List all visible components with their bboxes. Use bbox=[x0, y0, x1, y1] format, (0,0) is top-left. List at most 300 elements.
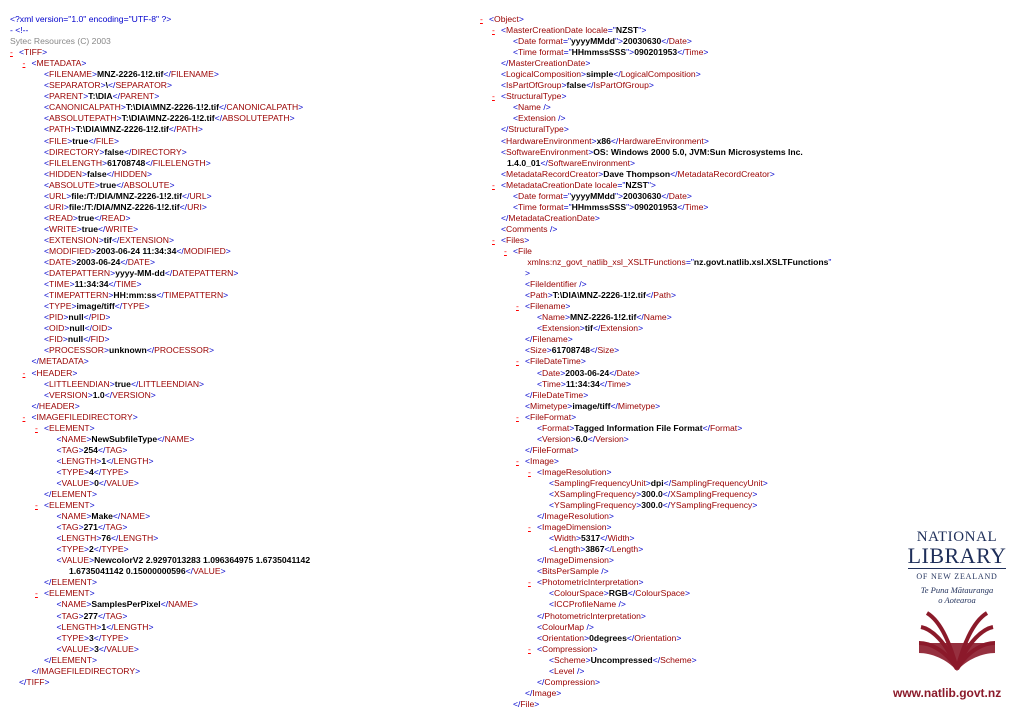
xml-line bbox=[480, 301, 890, 312]
bracket: > bbox=[87, 389, 93, 400]
bracket: > bbox=[91, 245, 97, 256]
element-value: true bbox=[77, 212, 95, 223]
bracket: > bbox=[83, 466, 90, 477]
bracket: > bbox=[209, 345, 215, 356]
tag-name: METADATA bbox=[36, 58, 82, 69]
tag-name: NAME bbox=[61, 599, 87, 610]
bracket: > bbox=[666, 312, 672, 323]
collapse-toggle[interactable]: - bbox=[516, 301, 519, 312]
bracket: > bbox=[86, 433, 92, 444]
bracket: > bbox=[201, 201, 207, 212]
xml-line bbox=[480, 36, 890, 47]
bracket: < bbox=[549, 500, 555, 511]
tag-name: Mimetype bbox=[530, 400, 568, 411]
bracket: > bbox=[69, 279, 75, 290]
bracket: < bbox=[56, 433, 62, 444]
bracket: </ bbox=[112, 91, 121, 102]
tag-name: ABSOLUTE bbox=[49, 179, 95, 190]
collapse-toggle[interactable]: - bbox=[528, 466, 531, 477]
xml-line bbox=[480, 323, 890, 334]
xml-line bbox=[10, 257, 480, 268]
xml-line bbox=[480, 180, 890, 191]
tag-name: DATE bbox=[49, 257, 72, 268]
bracket: < bbox=[56, 533, 62, 544]
bracket: > bbox=[92, 489, 98, 500]
collapse-toggle[interactable]: - bbox=[528, 522, 531, 533]
tag-name: TIFF bbox=[24, 47, 43, 58]
bracket: < bbox=[44, 268, 50, 279]
element-value: tif bbox=[584, 323, 593, 334]
collapse-toggle[interactable]: - bbox=[22, 58, 26, 69]
bracket: </ bbox=[662, 489, 671, 500]
xml-line bbox=[10, 147, 480, 158]
tag-name: CANONICALPATH bbox=[226, 102, 299, 113]
element-value: true bbox=[72, 135, 89, 146]
element-value: file:/T:/DIA/MNZ-2226-1!2.tif bbox=[71, 190, 183, 201]
bracket: </ bbox=[44, 489, 52, 500]
collapse-toggle[interactable]: - bbox=[22, 411, 26, 422]
xml-line bbox=[480, 522, 890, 533]
bracket: < bbox=[513, 245, 519, 256]
bracket: </ bbox=[120, 257, 128, 268]
bracket: > bbox=[598, 168, 604, 179]
tag-name: File bbox=[520, 698, 535, 709]
xml-line bbox=[480, 500, 890, 511]
collapse-toggle[interactable]: - bbox=[516, 411, 519, 422]
collapse-toggle[interactable]: - bbox=[22, 367, 26, 378]
bracket: </ bbox=[168, 124, 177, 135]
bracket: </ bbox=[525, 687, 533, 698]
bracket: > bbox=[78, 444, 84, 455]
xml-line bbox=[10, 544, 480, 555]
bracket: > bbox=[110, 268, 116, 279]
bracket: < bbox=[501, 91, 507, 102]
natlib-url[interactable]: www.natlib.govt.nz bbox=[893, 686, 1002, 700]
bracket: </ bbox=[661, 190, 669, 201]
bracket: > bbox=[89, 500, 95, 511]
tag-name: Orientation bbox=[634, 632, 677, 643]
xml-tree-left bbox=[10, 14, 480, 688]
xml-line bbox=[10, 401, 480, 412]
collapse-toggle[interactable]: - bbox=[492, 179, 495, 190]
bracket: </ bbox=[677, 47, 685, 58]
bracket: < bbox=[513, 190, 519, 201]
bracket: /> bbox=[584, 621, 594, 632]
xml-line bbox=[10, 91, 480, 102]
bracket: </ bbox=[609, 367, 617, 378]
collapse-toggle[interactable]: - bbox=[504, 245, 507, 256]
tag-name: LENGTH bbox=[61, 621, 97, 632]
attr-quote: =" bbox=[563, 47, 572, 58]
collapse-toggle[interactable]: - bbox=[35, 422, 38, 433]
bracket: > bbox=[623, 433, 629, 444]
collapse-toggle[interactable]: - bbox=[10, 47, 13, 58]
bracket: > bbox=[546, 345, 552, 356]
bracket: </ bbox=[164, 268, 173, 279]
bracket: > bbox=[608, 511, 614, 522]
bracket: < bbox=[501, 146, 507, 157]
tag-name: MasterCreationDate bbox=[508, 58, 586, 69]
bracket: < bbox=[525, 290, 531, 301]
tag-name: METADATA bbox=[38, 356, 84, 367]
bracket: < bbox=[44, 422, 50, 433]
xml-line bbox=[480, 345, 890, 356]
bracket: > bbox=[168, 234, 174, 245]
tag-name: Level bbox=[554, 665, 575, 676]
element-value: 2003-06-24 11:34:34 bbox=[96, 245, 177, 256]
tag-name: Size bbox=[530, 345, 547, 356]
tag-name: FILE bbox=[49, 135, 68, 146]
xml-line bbox=[480, 489, 890, 500]
xml-line bbox=[480, 566, 890, 577]
bracket: < bbox=[501, 223, 507, 234]
tag-name: VALUE bbox=[61, 643, 90, 654]
tag-name: Compression bbox=[542, 643, 593, 654]
collapse-toggle[interactable]: - bbox=[516, 455, 519, 466]
bracket: > bbox=[603, 588, 609, 599]
bracket: </ bbox=[84, 323, 93, 334]
bracket: > bbox=[153, 533, 159, 544]
bracket: > bbox=[63, 201, 69, 212]
xml-line bbox=[10, 390, 480, 401]
logo-maori-line2: o Aotearoa bbox=[938, 595, 976, 606]
bracket: > bbox=[518, 14, 524, 24]
bracket: > bbox=[102, 157, 108, 168]
tag-name: PATH bbox=[176, 124, 198, 135]
tag-name: WRITE bbox=[105, 223, 134, 234]
bracket: </ bbox=[182, 190, 190, 201]
xml-line bbox=[10, 611, 480, 622]
element-value: true bbox=[114, 378, 131, 389]
xml-line bbox=[480, 611, 890, 622]
attr-quote: " bbox=[614, 190, 619, 201]
bracket: </ bbox=[525, 334, 533, 345]
bracket: > bbox=[584, 632, 590, 643]
bracket: > bbox=[594, 212, 600, 223]
bracket: > bbox=[561, 80, 567, 91]
tag-name: PROCESSOR bbox=[49, 345, 104, 356]
bracket: > bbox=[206, 190, 212, 201]
xml-line bbox=[10, 412, 480, 423]
attr-value: nz.govt.natlib.xsl.XSLTFunctions bbox=[693, 257, 829, 268]
xml-line bbox=[10, 423, 480, 434]
xml-line bbox=[10, 356, 480, 367]
element-value: MNZ-2226-1!2.tif bbox=[97, 69, 164, 80]
attr-quote: =" bbox=[685, 257, 694, 268]
bracket: < bbox=[44, 91, 50, 102]
xml-line bbox=[480, 356, 890, 367]
tag-name: TAG bbox=[61, 610, 79, 621]
element-value: \ bbox=[105, 80, 109, 91]
bracket: </ bbox=[610, 135, 619, 146]
xml-line bbox=[480, 467, 890, 478]
attr-name: format bbox=[536, 36, 563, 47]
bracket: > bbox=[591, 135, 597, 146]
bracket: > bbox=[205, 157, 211, 168]
bracket: < bbox=[56, 511, 62, 522]
bracket: > bbox=[592, 643, 598, 654]
bracket: > bbox=[648, 80, 654, 91]
bracket: > bbox=[686, 190, 692, 201]
logo-line-national: NATIONAL bbox=[916, 529, 998, 545]
tag-name: ColourMap bbox=[542, 621, 585, 632]
attr-quote: " bbox=[626, 201, 630, 212]
tag-name: Width bbox=[554, 533, 576, 544]
bracket: </ bbox=[44, 577, 52, 588]
bracket: </ bbox=[677, 201, 685, 212]
element-value: 300.0 bbox=[641, 500, 663, 511]
tag-name: WRITE bbox=[49, 223, 77, 234]
bracket: /> bbox=[555, 113, 566, 124]
xml-line bbox=[480, 213, 890, 224]
xml-line bbox=[480, 699, 890, 710]
bracket: < bbox=[549, 489, 555, 500]
bracket: > bbox=[154, 91, 160, 102]
bracket: > bbox=[122, 522, 128, 533]
tag-name: TYPE bbox=[101, 466, 124, 477]
bracket: </ bbox=[218, 102, 227, 113]
element-value: T:\DIA\MNZ-2226-1!2.tif bbox=[121, 113, 215, 124]
bracket: < bbox=[537, 312, 543, 323]
bracket: < bbox=[44, 345, 50, 356]
bracket: > bbox=[83, 91, 89, 102]
bracket: </ bbox=[112, 511, 121, 522]
xml-line bbox=[10, 290, 480, 301]
tag-name: HardwareEnvironment bbox=[618, 135, 704, 146]
tag-name: FileFormat bbox=[532, 444, 574, 455]
element-value: 11:34:34 bbox=[565, 378, 600, 389]
element-value: T:\DIA\MNZ-2226-1!2.tif bbox=[552, 290, 646, 301]
bracket: < bbox=[501, 80, 507, 91]
bracket: > bbox=[169, 179, 175, 190]
collapse-toggle[interactable]: - bbox=[516, 356, 519, 367]
xml-line bbox=[10, 379, 480, 390]
tag-name: FID bbox=[90, 334, 105, 345]
bracket: </ bbox=[626, 632, 635, 643]
tag-name: MetadataRecordCreator bbox=[677, 168, 770, 179]
xml-line bbox=[480, 633, 890, 644]
attr-value: HHmmssSSS bbox=[571, 201, 627, 212]
bracket: /> bbox=[598, 566, 609, 577]
tag-name: ICCProfileName bbox=[554, 599, 617, 610]
bracket: > bbox=[581, 69, 587, 80]
tag-name: StructuralType bbox=[508, 124, 564, 135]
element-value: 300.0 bbox=[641, 489, 663, 500]
bracket: > bbox=[92, 577, 98, 588]
tag-name: DIRECTORY bbox=[131, 146, 182, 157]
bracket: </ bbox=[185, 566, 194, 577]
element-value: 277 bbox=[83, 610, 98, 621]
bracket: > bbox=[645, 477, 651, 488]
bracket: > bbox=[606, 522, 612, 533]
tag-name: Time bbox=[518, 201, 537, 212]
bracket: > bbox=[83, 544, 90, 555]
tag-name: OID bbox=[92, 323, 108, 334]
bracket: < bbox=[513, 113, 519, 124]
xml-line bbox=[480, 290, 890, 301]
element-value: 76 bbox=[101, 533, 111, 544]
xml-line bbox=[480, 666, 890, 677]
element-value: NewSubfileType bbox=[91, 433, 158, 444]
collapse-toggle[interactable]: - bbox=[35, 500, 38, 511]
bracket: < bbox=[513, 201, 519, 212]
bracket: > bbox=[71, 301, 77, 312]
xml-line bbox=[10, 213, 480, 224]
bracket: < bbox=[44, 334, 50, 345]
bracket: < bbox=[44, 135, 50, 146]
element-value: false bbox=[87, 168, 107, 179]
tag-name: TYPE bbox=[101, 544, 124, 555]
xml-line bbox=[480, 533, 890, 544]
xml-line bbox=[480, 622, 890, 633]
bracket: < bbox=[44, 234, 50, 245]
bracket: > bbox=[525, 268, 531, 279]
tag-name: Scheme bbox=[660, 654, 692, 665]
bracket: < bbox=[44, 179, 50, 190]
logo-line-library: LIBRARY bbox=[907, 543, 1007, 568]
bracket: > bbox=[563, 124, 569, 135]
tag-name: Time bbox=[684, 47, 704, 58]
bracket: < bbox=[44, 80, 50, 91]
bracket: < bbox=[56, 522, 62, 533]
element-value: 4 bbox=[89, 466, 94, 477]
xml-line bbox=[10, 158, 480, 169]
tag-name: VALUE bbox=[106, 643, 134, 654]
bracket: < bbox=[44, 146, 50, 157]
element-value: 20030630 bbox=[623, 36, 662, 47]
bracket: > bbox=[81, 58, 87, 69]
element-value: 3867 bbox=[585, 544, 605, 555]
collapse-toggle[interactable]: - bbox=[528, 643, 531, 654]
tag-name: IsPartOfGroup bbox=[506, 80, 562, 91]
attr-quote: =" bbox=[562, 190, 572, 201]
bracket: </ bbox=[108, 80, 116, 91]
element-value: file:/T:/DIA/MNZ-2226-1!2.tif bbox=[68, 201, 180, 212]
bracket: </ bbox=[106, 621, 114, 632]
bracket: </ bbox=[146, 345, 155, 356]
bracket: < bbox=[549, 654, 555, 665]
tag-name: Width bbox=[607, 533, 630, 544]
xml-line bbox=[480, 224, 890, 235]
tag-name: VALUE bbox=[61, 477, 90, 488]
bracket: </ bbox=[98, 643, 107, 654]
bracket: > bbox=[565, 301, 571, 312]
tag-name: MasterCreationDate bbox=[506, 25, 583, 36]
bracket: > bbox=[641, 25, 647, 36]
tag-name: Time bbox=[518, 47, 537, 58]
bracket: > bbox=[595, 676, 601, 687]
bracket: < bbox=[549, 599, 555, 610]
bracket: </ bbox=[537, 610, 545, 621]
bracket: < bbox=[549, 477, 555, 488]
bracket: < bbox=[56, 477, 62, 488]
bracket: < bbox=[56, 621, 62, 632]
bracket: > bbox=[223, 290, 229, 301]
bracket: > bbox=[655, 400, 661, 411]
element-value: simple bbox=[586, 69, 614, 80]
tag-name: LENGTH bbox=[118, 533, 154, 544]
bracket: > bbox=[108, 290, 114, 301]
bracket: > bbox=[233, 268, 239, 279]
xml-line bbox=[10, 113, 480, 124]
xml-line bbox=[10, 180, 480, 191]
bracket: < bbox=[501, 25, 507, 36]
bracket: </ bbox=[592, 323, 601, 334]
tag-name: LENGTH bbox=[61, 455, 97, 466]
bracket: </ bbox=[111, 234, 120, 245]
xml-line bbox=[480, 158, 890, 169]
tag-name: NAME bbox=[168, 599, 193, 610]
bracket: > bbox=[92, 654, 98, 665]
bracket: < bbox=[44, 69, 50, 80]
tag-name: IMAGEFILEDIRECTORY bbox=[38, 665, 136, 676]
tag-name: FileDateTime bbox=[530, 356, 581, 367]
collapse-toggle[interactable]: - bbox=[492, 25, 495, 36]
collapse-toggle[interactable]: - bbox=[35, 588, 38, 599]
bracket: > bbox=[150, 389, 156, 400]
xml-line bbox=[10, 334, 480, 345]
bracket: > bbox=[298, 102, 304, 113]
tag-name: MetadataCreationDate bbox=[508, 212, 595, 223]
collapse-toggle[interactable]: - bbox=[492, 91, 495, 102]
tag-name: TIME bbox=[49, 279, 70, 290]
tag-name: TAG bbox=[61, 444, 79, 455]
tag-name: Date bbox=[542, 367, 561, 378]
bracket: > bbox=[132, 411, 138, 422]
element-value: 1 bbox=[101, 621, 107, 632]
bracket: </ bbox=[31, 665, 39, 676]
bracket: > bbox=[684, 588, 690, 599]
bracket: > bbox=[606, 466, 612, 477]
attr-value: HHmmssSSS bbox=[571, 47, 627, 58]
collapse-toggle[interactable]: - bbox=[492, 234, 495, 245]
tag-name: HIDDEN bbox=[49, 168, 82, 179]
tag-name: LITTLEENDIAN bbox=[138, 378, 200, 389]
bracket: < bbox=[19, 47, 25, 58]
bracket: > bbox=[98, 234, 104, 245]
bracket: > bbox=[638, 323, 644, 334]
tag-name: LENGTH bbox=[113, 455, 149, 466]
element-value: 271 bbox=[83, 522, 98, 533]
xml-line bbox=[480, 334, 890, 345]
tag-name: LENGTH bbox=[113, 621, 149, 632]
bracket: < bbox=[44, 257, 50, 268]
bracket: > bbox=[588, 146, 594, 157]
bracket: > bbox=[686, 36, 692, 47]
bracket: > bbox=[107, 323, 113, 334]
element-value: Tagged Information File Format bbox=[574, 422, 703, 433]
tag-name: LogicalComposition bbox=[620, 69, 696, 80]
tag-name: PATH bbox=[49, 124, 71, 135]
bracket: < bbox=[56, 444, 62, 455]
element-value: T:\DIA bbox=[88, 91, 113, 102]
tag-name: TAG bbox=[105, 444, 123, 455]
collapse-toggle[interactable]: - bbox=[480, 14, 483, 24]
tag-name: PARENT bbox=[120, 91, 155, 102]
tag-name: Time bbox=[684, 201, 704, 212]
tag-name: URI bbox=[187, 201, 202, 212]
tag-name: SamplingFrequencyUnit bbox=[671, 477, 763, 488]
bracket: > bbox=[125, 212, 131, 223]
collapse-toggle[interactable]: - bbox=[528, 577, 531, 588]
tag-name: SEPARATOR bbox=[115, 80, 168, 91]
tag-name: ELEMENT bbox=[51, 654, 92, 665]
bracket: </ bbox=[93, 632, 102, 643]
xml-line bbox=[10, 622, 480, 633]
bracket: > bbox=[695, 69, 701, 80]
bracket: </ bbox=[19, 676, 27, 687]
tag-name: OID bbox=[49, 323, 65, 334]
